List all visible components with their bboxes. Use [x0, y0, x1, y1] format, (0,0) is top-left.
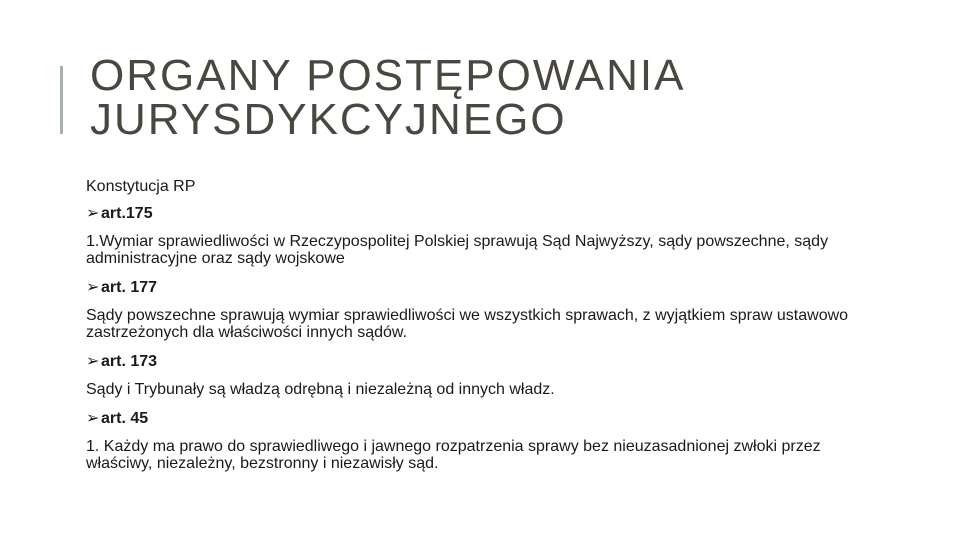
article-text-173: Sądy i Trybunały są władzą odrębną i niezależną od innych władz. [86, 381, 555, 398]
article-label: art. 173 [101, 353, 158, 370]
article-label: art.175 [101, 205, 153, 222]
slide-content [86, 178, 886, 484]
article-bullet-177 [86, 279, 886, 296]
article-label: art. 45 [101, 410, 149, 427]
arrow-right-icon: ➢ [86, 410, 100, 427]
article-text-175: 1.Wymiar sprawiedliwości w Rzeczypospolitej Polskiej sprawują Sąd Najwyższy, sądy powszechne, sądy administracyjne oraz sądy wojskowe [86, 233, 829, 267]
article-bullet-175 [86, 205, 886, 222]
title-accent-bar [60, 66, 63, 134]
article-text-177: Sądy powszechne sprawują wymiar sprawiedliwości we wszystkich sprawach, z wyjątkiem spraw ustawowo zastrzeżonych dla właściwości innych sądów. [86, 307, 849, 341]
slide-title [90, 51, 930, 144]
article-bullet-45 [86, 410, 886, 427]
slide-title-line-1: ORGANY POSTĘPOWANIA [90, 51, 686, 100]
arrow-right-icon: ➢ [86, 353, 100, 370]
article-text-45: 1. Każdy ma prawo do sprawiedliwego i jawnego rozpatrzenia sprawy bez nieuzasadnionej zwłoki przez właściwy, niezależny, bezstronny i niezawisły sąd. [86, 438, 821, 472]
slide-title-line-2: JURYSDYKCYJNEGO [90, 95, 567, 144]
arrow-right-icon: ➢ [86, 205, 100, 222]
intro-text: Konstytucja RP [86, 178, 196, 195]
article-bullet-173 [86, 353, 886, 370]
article-label: art. 177 [101, 279, 158, 296]
arrow-right-icon: ➢ [86, 279, 100, 296]
